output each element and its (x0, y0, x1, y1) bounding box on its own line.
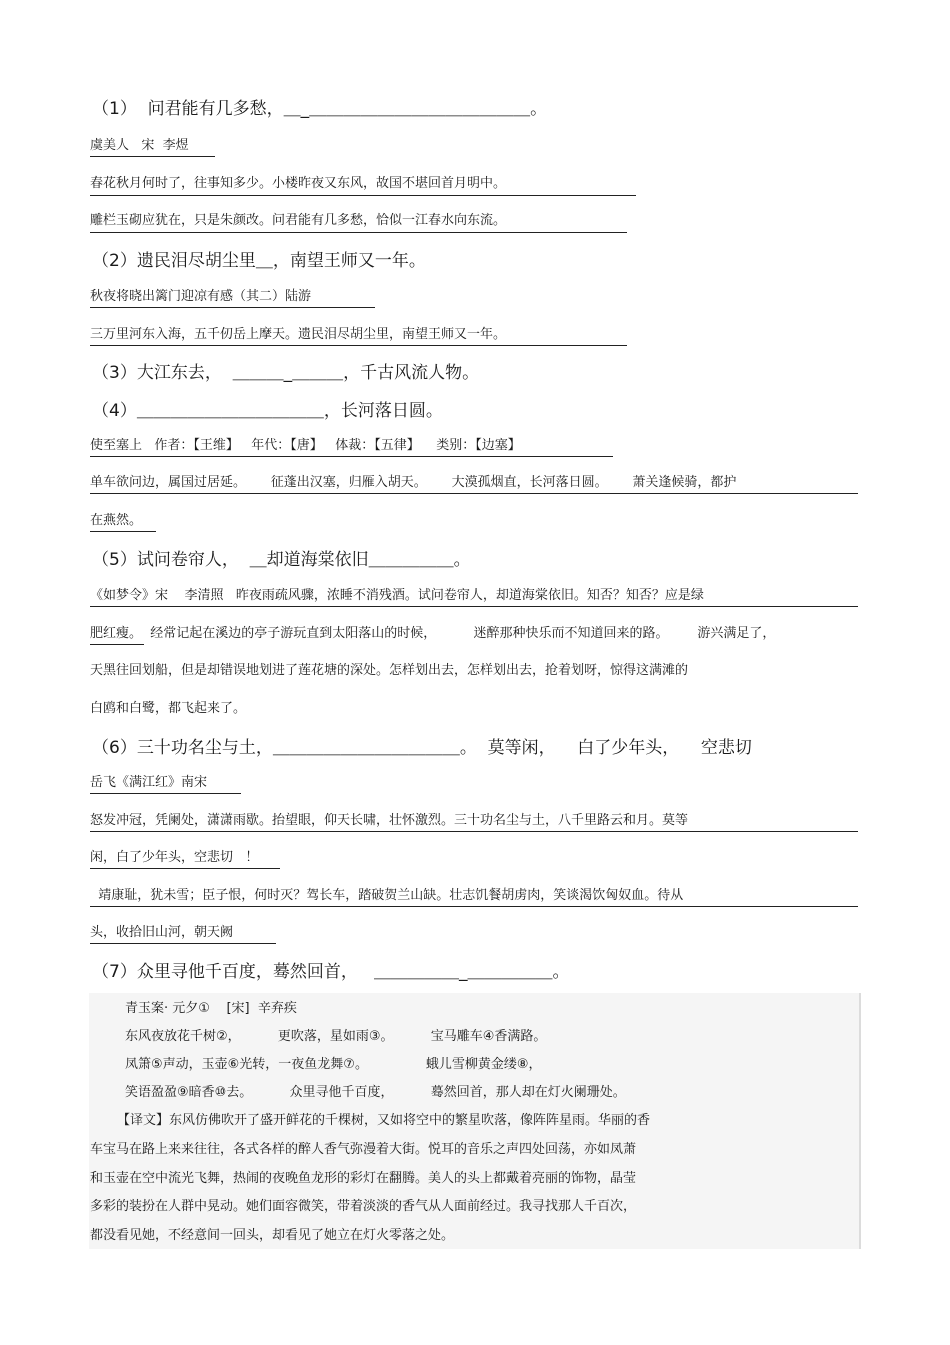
question-6: （6）三十功名尘与土，＿＿＿＿＿＿＿＿＿＿＿。 莫等闲， 白了少年头， 空悲切 (92, 738, 752, 758)
poem-line: 在燕然。 (90, 513, 143, 528)
poem-line: 头，收拾旧山河，朝天阙 (90, 925, 234, 940)
underline (90, 232, 627, 233)
underline (90, 195, 636, 196)
question-7: （7）众里寻他千百度，蓦然回首， ＿＿＿＿＿_＿＿＿＿＿。 (92, 962, 570, 982)
underline (90, 943, 276, 944)
underline (90, 493, 858, 494)
translation-line: 【译文】东风仿佛吹开了盛开鲜花的千棵树，又如将空中的繁星吹落，像阵阵星雨。华丽的香 (117, 1113, 651, 1128)
poem-line: 东风夜放花千树②， 更吹落，星如雨③。 宝马雕车④香满路。 (125, 1029, 547, 1044)
poem-line: 肥红瘦。 经常记起在溪边的亭子游玩直到太阳落山的时候， 迷醉那种快乐而不知道回来的路。 游兴满足了， (90, 626, 776, 641)
poem-line: 靖康耻，犹未雪；臣子恨，何时灭？驾长车，踏破贺兰山缺。壮志饥餐胡虏肉，笑谈渴饮匈奴血。待从 (90, 888, 684, 903)
poem-line: 笑语盈盈⑨暗香⑩去。 众里寻他千百度， 蓦然回首，那人却在灯火阑珊处。 (125, 1085, 626, 1100)
source-line: 虞美人 宋 李煜 (90, 138, 189, 153)
source-line: 秋夜将晓出篱门迎凉有感（其二）陆游 (90, 289, 312, 304)
source-line: 使至塞上 作者：【王维】 年代：【唐】 体裁：【五律】 类别：【边塞】 (90, 438, 521, 453)
translation-line: 多彩的装扮在人群中晃动。她们面容微笑，带着淡淡的香气从人面前经过。我寻找那人千百次， (90, 1199, 637, 1214)
poem-line: 春花秋月何时了，往事知多少。小楼昨夜又东风，故国不堪回首月明中。 (90, 176, 507, 191)
poem-line: 单车欲问边，属国过居延。 征蓬出汉塞，归雁入胡天。 大漠孤烟直，长河落日圆。 萧关逢候骑，都护 (90, 475, 737, 490)
poem-line: 雕栏玉砌应犹在，只是朱颜改。问君能有几多愁，恰似一江春水向东流。 (90, 213, 507, 228)
poem-line: 闲，白了少年头，空悲切 ！ (90, 850, 259, 865)
poem-line: 天黑往回划船，但是却错误地划进了莲花塘的深处。怎样划出去，怎样划出去，抢着划呀，惊得这满滩的 (90, 663, 689, 678)
question-4: （4）＿＿＿＿＿＿＿＿＿＿＿，长河落日圆。 (92, 401, 443, 421)
underline (90, 606, 858, 607)
source-line: 岳飞《满江红》南宋 (90, 775, 208, 790)
underline (90, 644, 144, 645)
underline (90, 831, 858, 832)
underline (90, 531, 156, 532)
underline (90, 307, 375, 308)
underline (90, 793, 241, 794)
poem-title: 青玉案· 元夕① [宋] 辛弃疾 (125, 1001, 297, 1016)
question-1: （1） 问君能有几多愁，＿_＿＿＿＿＿＿＿＿＿＿＿＿＿。 (92, 99, 548, 119)
poem-line: 《如梦令》宋 李清照 昨夜雨疏风骤，浓睡不消残酒。试问卷帘人，却道海棠依旧。知否？知否？应是绿 (90, 588, 704, 603)
poem-line: 白鸥和白鹭，都飞起来了。 (90, 701, 247, 716)
underline (90, 456, 613, 457)
underline (90, 345, 627, 346)
poem-line: 三万里河东入海，五千仞岳上摩天。遗民泪尽胡尘里，南望王师又一年。 (90, 327, 507, 342)
poem-line: 怒发冲冠，凭阑处，潇潇雨歇。抬望眼，仰天长啸，壮怀激烈。三十功名尘与土，八千里路云和月。莫等 (90, 813, 689, 828)
underline (90, 906, 858, 907)
question-3: （3）大江东去， ＿＿＿_＿＿＿，千古风流人物。 (92, 363, 480, 383)
question-2: （2）遗民泪尽胡尘里＿，南望王师又一年。 (92, 251, 426, 271)
box-border (859, 993, 861, 1249)
question-5: （5）试问卷帘人， ＿却道海棠依旧＿＿＿＿＿。 (92, 550, 471, 570)
poem-line: 凤箫⑤声动，玉壶⑥光转，一夜鱼龙舞⑦。 蛾儿雪柳黄金缕⑧， (125, 1057, 542, 1072)
translation-line: 和玉壶在空中流光飞舞，热闹的夜晚鱼龙形的彩灯在翻腾。美人的头上都戴着亮丽的饰物，晶莹 (90, 1171, 637, 1186)
translation-line: 车宝马在路上来来往往，各式各样的醉人香气弥漫着大街。悦耳的音乐之声四处回荡，亦如凤萧 (90, 1142, 637, 1157)
translation-line: 都没看见她，不经意间一回头，却看见了她立在灯火零落之处。 (90, 1228, 455, 1243)
underline (90, 156, 215, 157)
underline (90, 868, 280, 869)
